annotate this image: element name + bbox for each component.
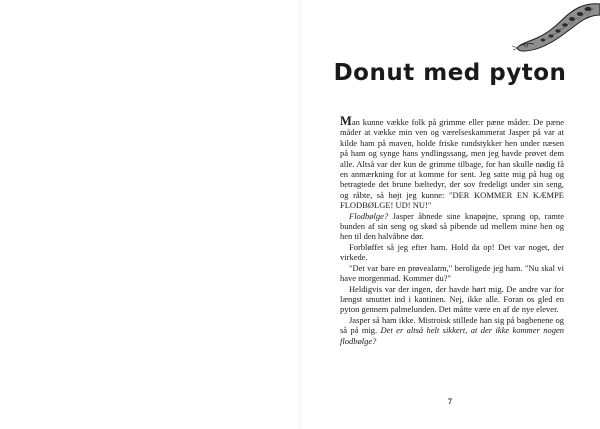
paragraph-text: Forbløffet så jeg efter ham. Hold da op! Det var noget, der virkede. <box>340 241 564 263</box>
paragraph-text: Jasper åbnede sine knapøjne, sprang op, ramte bunden af sin seng og skød så pibende ud mellem mine ben og hen til den halvåbne dør. <box>340 210 564 242</box>
paragraph-text: Jasper så ham ikke. Mistroisk stillede han sig på bagbenene og så på mig. <box>340 314 564 336</box>
paragraph-text: Heldigvis var der ingen, der havde hørt mig. De andre var for længst smuttet ind i kantinen. Nej, ikke alle. Foran os gled en pyton gennem palmelunden. Det måtte være en af de nye elever. <box>340 283 564 315</box>
paragraph <box>340 263 564 284</box>
chapter-title: Donut med pyton <box>333 60 567 86</box>
paragraph-text: "Det var bare en prøvealarm," beroligede jeg ham. "Nu skal vi have morgenmad. Kommer du?" <box>340 262 564 284</box>
paragraph <box>340 315 564 346</box>
paragraph <box>340 284 564 315</box>
italic-text: Det er altså helt sikkert, at der ikke kommer nogen flodbølge? <box>340 325 565 346</box>
body-text <box>340 116 564 346</box>
paragraph-text: an kunne vække folk på grimme eller pæne måder. De pæne måder at vække min ven og værelseskammerat Jasper på var at kilde ham på maven, holde friske rundstykker hen under næsen på ham og synge hans yndlingssang, men jeg havde prøvet dem alle. Altså var der kun de grimme tilbage, for han skulle nødig få en anmærkning for at komme for sent. Jeg satte mig på hug og betragtede det brune bæltedyr, der sov fredeligt under sin seng, og råbte, så højt jeg kunne: "DER KOMMER EN KÆMPE FLODBØLGE! UD! NU!" <box>340 117 564 211</box>
paragraph <box>340 116 564 211</box>
python-snake-head-icon <box>510 0 600 58</box>
paragraph <box>340 242 564 263</box>
page-number: 7 <box>448 397 452 406</box>
italic-text: Flodbølge? <box>349 210 389 221</box>
drop-cap: M <box>340 114 352 128</box>
paragraph <box>340 211 564 242</box>
